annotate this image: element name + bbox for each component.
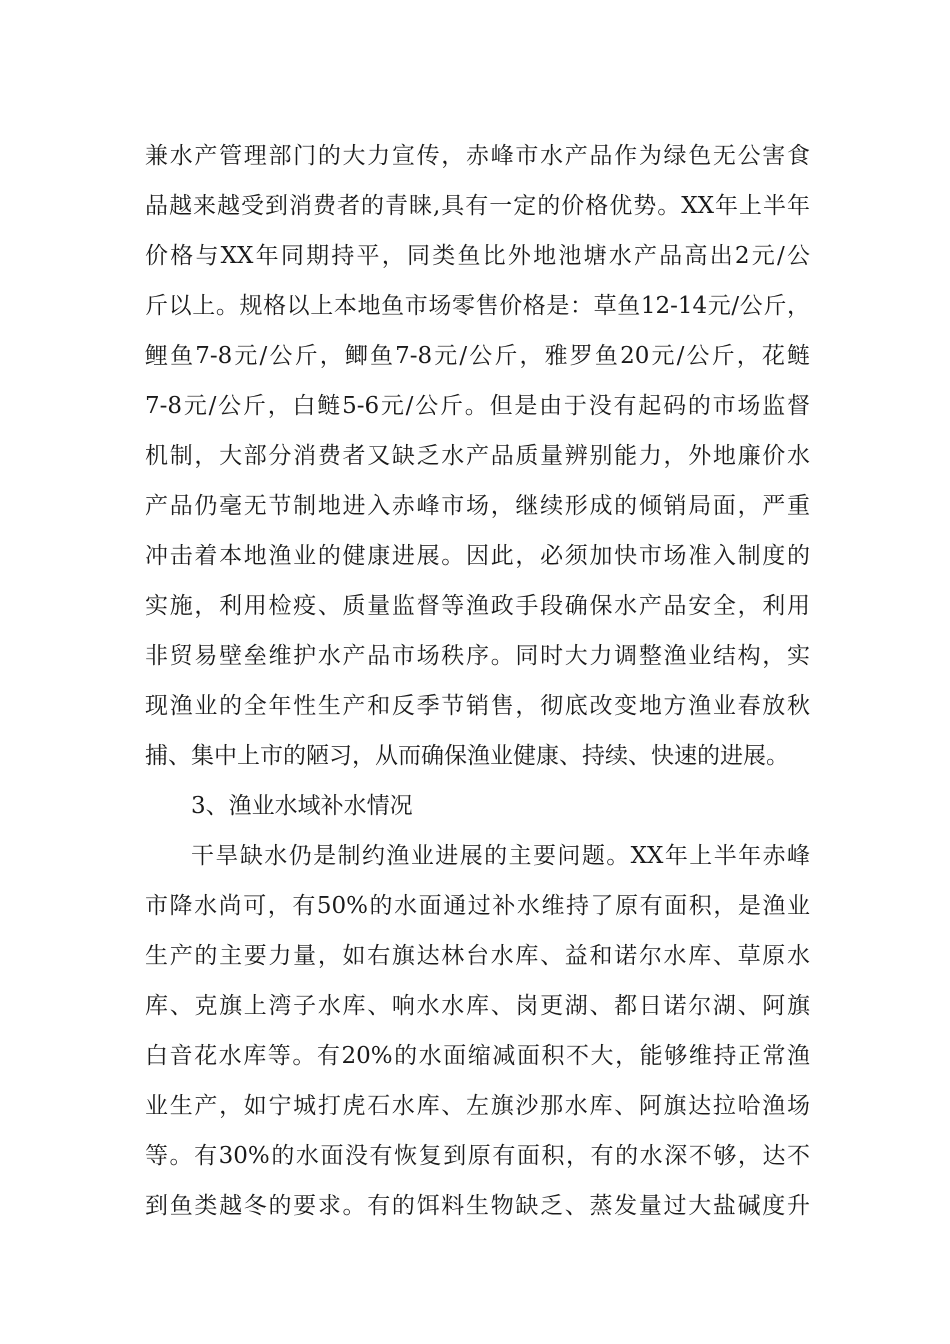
text-line: 价格与XX年同期持平，同类鱼比外地池塘水产品高出2元/公 [145,243,810,269]
text-line: 库、克旗上湾子水库、响水水库、岗更湖、都日诺尔湖、阿旗 [145,993,810,1019]
paragraph-last-line: 捕、集中上市的陋习，从而确保渔业健康、持续、快速的进展。 [145,743,789,769]
text-line: 等。有30%的水面没有恢复到原有面积，有的水深不够，达不 [145,1143,810,1169]
text-line: 到鱼类越冬的要求。有的饵料生物缺乏、蒸发量过大盐碱度升 [145,1193,810,1219]
text-line: 非贸易壁垒维护水产品市场秩序。同时大力调整渔业结构，实 [145,643,810,669]
text-line: 冲击着本地渔业的健康进展。因此，必须加快市场准入制度的 [145,543,810,569]
text-line: 兼水产管理部门的大力宣传，赤峰市水产品作为绿色无公害食 [145,143,810,169]
text-line: 产品仍毫无节制地进入赤峰市场，继续形成的倾销局面，严重 [145,493,810,519]
text-line: 业生产，如宁城打虎石水库、左旗沙那水库、阿旗达拉哈渔场 [145,1093,810,1119]
text-line: 现渔业的全年性生产和反季节销售，彻底改变地方渔业春放秋 [145,693,810,719]
body-text [145,131,810,1231]
text-line: 市降水尚可，有50%的水面通过补水维持了原有面积，是渔业 [145,893,810,919]
text-line: 斤以上。规格以上本地鱼市场零售价格是：草鱼12-14元/公斤， [145,293,810,319]
section-heading: 3、渔业水域补水情况 [191,793,413,819]
text-line: 实施，利用检疫、质量监督等渔政手段确保水产品安全，利用 [145,593,810,619]
text-line: 7-8元/公斤，白鲢5-6元/公斤。但是由于没有起码的市场监督 [145,393,810,419]
text-line: 鲤鱼7-8元/公斤，鲫鱼7-8元/公斤，雅罗鱼20元/公斤，花鲢 [145,343,810,369]
paragraph-first-line: 干旱缺水仍是制约渔业进展的主要问题。XX年上半年赤峰 [191,843,810,869]
text-line: 白音花水库等。有20%的水面缩减面积不大，能够维持正常渔 [145,1043,810,1069]
text-line: 生产的主要力量，如右旗达林台水库、益和诺尔水库、草原水 [145,943,810,969]
text-line: 机制，大部分消费者又缺乏水产品质量辨别能力，外地廉价水 [145,443,810,469]
text-line: 品越来越受到消费者的青睐,具有一定的价格优势。XX年上半年 [145,193,810,219]
